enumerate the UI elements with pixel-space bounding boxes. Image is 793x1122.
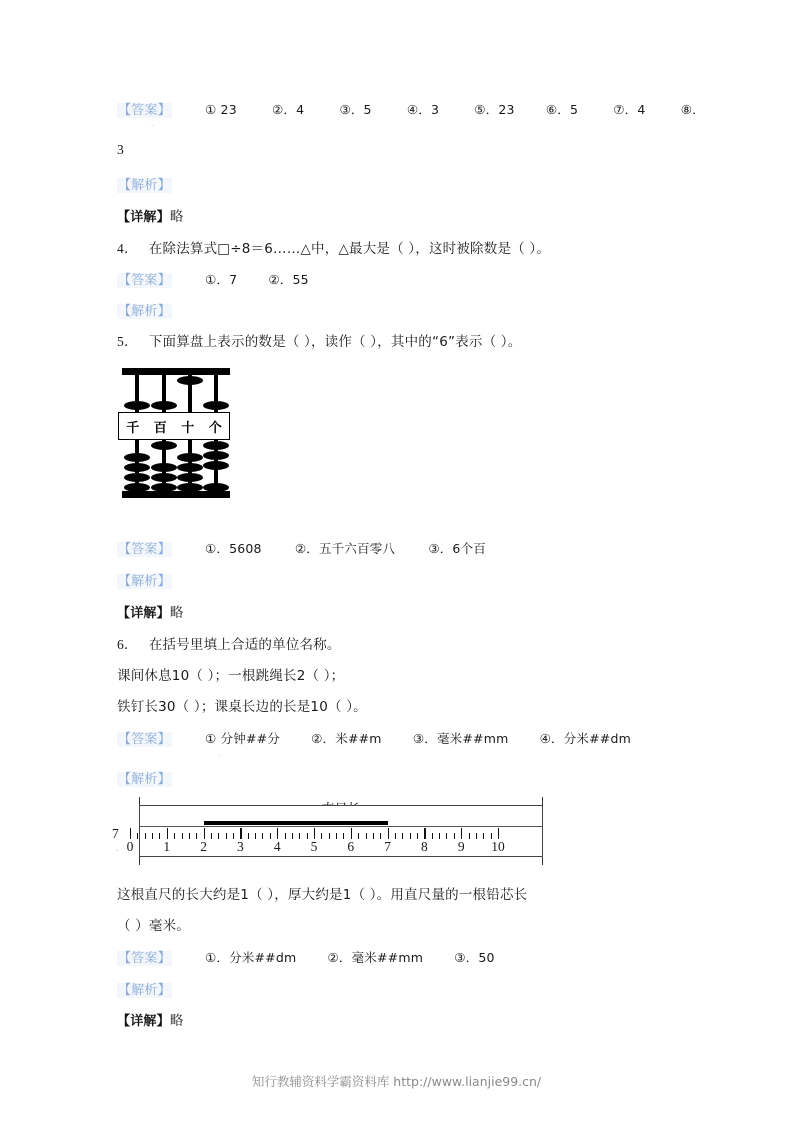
- q4-analysis-row: [117, 302, 172, 321]
- answer-item-1: ①．分米##dm: [204, 950, 297, 965]
- ruler-major-tick: [204, 828, 205, 839]
- ruler-ticks: [112, 827, 516, 839]
- q7-text-line-2: （ ）毫米。: [117, 918, 190, 934]
- abacus-bead-lower-ones-active: [203, 461, 229, 470]
- detail-value: 略: [169, 605, 184, 621]
- ruler-tick-label: 1: [163, 839, 171, 854]
- ruler-major-tick: [461, 828, 462, 839]
- q6-number: 6．: [117, 637, 138, 652]
- ruler-major-tick: [388, 828, 389, 839]
- analysis-label: 【解析】: [118, 178, 171, 193]
- abacus-bead-upper-tens: [177, 376, 203, 385]
- abacus-frame-bottom: [122, 491, 230, 498]
- answer-item-1: ① 分钟##分: [204, 731, 280, 746]
- ruler-major-tick: [130, 828, 131, 839]
- q5-analysis-row: [117, 572, 172, 591]
- abacus-bead-lower-thousands: [124, 483, 150, 492]
- answer-item-3: ③．5: [339, 102, 372, 117]
- answer-label: 【答案】: [118, 273, 171, 288]
- q3-answer-row: [117, 101, 705, 120]
- abacus-bead-lower-hundreds: [151, 463, 177, 472]
- stray-mark: .: [116, 843, 119, 854]
- q6-line-1: 课间休息10（ ）；一根跳绳长2（ ）；: [117, 668, 345, 684]
- answer-item-6: ⑥．5: [545, 102, 579, 117]
- answer-item-2: ②．毫米##mm: [327, 950, 424, 965]
- answer-label: 【答案】: [118, 732, 171, 747]
- analysis-label: 【解析】: [118, 574, 171, 589]
- detail-label: 【详解】: [117, 606, 170, 621]
- abacus-bead-lower-tens: [177, 483, 203, 492]
- answer-item-1: ① 23: [204, 102, 237, 117]
- abacus-bead-lower-hundreds: [151, 473, 177, 482]
- ruler-tick-label: 2: [200, 839, 207, 854]
- answer-item-5: ⑤．23: [474, 102, 515, 117]
- abacus-bead-lower-ones-active: [203, 451, 229, 460]
- q7-answer-row: [117, 949, 495, 968]
- answer-item-3: ③．50: [454, 950, 495, 965]
- q7-number: 7: [112, 826, 119, 841]
- q4-number: 4．: [117, 241, 138, 256]
- abacus-bead-lower-tens: [177, 453, 203, 462]
- abacus-bead-upper-thousands: [124, 401, 150, 410]
- q5-detail-row: [117, 604, 184, 623]
- ruler-tick-label: 8: [421, 839, 428, 854]
- abacus-bead-lower-thousands: [124, 473, 150, 482]
- abacus-bead-lower-ones: [203, 483, 229, 492]
- measured-length-bar: [204, 821, 388, 825]
- ruler-major-tick: [167, 828, 168, 839]
- abacus-figure: [122, 368, 230, 498]
- answer-item-1: ①．5608: [204, 541, 262, 556]
- analysis-label: 【解析】: [118, 304, 171, 319]
- answer-item-2: ②．米##m: [311, 731, 382, 746]
- answer-item-4: ④．3: [406, 102, 440, 117]
- abacus-bead-lower-thousands: [124, 463, 150, 472]
- abacus-bead-upper-hundreds: [151, 401, 177, 410]
- detail-label: 【详解】: [117, 210, 170, 225]
- ruler-major-tick: [424, 828, 425, 839]
- q6-text: 在括号里填上合适的单位名称。: [148, 637, 341, 653]
- ruler-tick-label: 6: [347, 839, 355, 854]
- answer-label: 【答案】: [118, 542, 171, 557]
- q6-line-2: 铁钉长30（ ）；课桌长边的长是10（ ）。: [117, 699, 367, 715]
- q7-analysis-row: [117, 981, 172, 1000]
- abacus-place-hundreds: 百: [153, 420, 167, 436]
- detail-value: 略: [169, 1013, 184, 1029]
- answer-item-3: ③．6个百: [428, 541, 486, 556]
- analysis-label: 【解析】: [118, 983, 171, 998]
- abacus-bead-lower-thousands: [124, 453, 150, 462]
- stray-mark: .: [218, 748, 221, 758]
- detail-label: 【详解】: [117, 1014, 170, 1029]
- q6-answer-row: [117, 730, 631, 749]
- abacus-bead-lower-tens: [177, 463, 203, 472]
- question-5: [117, 333, 521, 351]
- question-4: [117, 240, 550, 258]
- q4-text: 在除法算式□÷8＝6……△中，△最大是（ ），这时被除数是（ ）。: [148, 241, 551, 257]
- answer-item-2: ②．4: [272, 102, 305, 117]
- answer-label: 【答案】: [118, 951, 171, 966]
- ruler-tick-label: 10: [491, 839, 505, 854]
- q7-detail-row: [117, 1012, 184, 1031]
- ruler-tick-label: 3: [237, 839, 244, 854]
- q6-analysis-row: [117, 770, 172, 789]
- q4-answer-row: [117, 271, 309, 290]
- q5-number: 5．: [117, 334, 138, 349]
- abacus-beam: [118, 412, 230, 440]
- ruler-major-tick: [498, 828, 499, 839]
- stray-mark: .: [151, 118, 154, 128]
- detail-value: 略: [169, 209, 184, 225]
- abacus-place-tens: 十: [181, 420, 195, 436]
- answer-item-4: ④．分米##dm: [539, 731, 631, 746]
- abacus-place-thousands: 千: [126, 420, 140, 436]
- answer-item-1: ①．7: [204, 272, 238, 287]
- ruler-tick-label: 9: [457, 839, 465, 854]
- q3-analysis-row: [117, 176, 172, 195]
- ruler-tick-label: 5: [310, 839, 318, 854]
- q5-text: 下面算盘上表示的数是（ ），读作（ ），其中的“6”表示（ ）。: [148, 334, 522, 350]
- abacus-bead-lower-tens: [177, 473, 203, 482]
- answer-item-2: ②．55: [268, 272, 309, 287]
- abacus-bead-lower-ones-active: [203, 441, 229, 450]
- q7-text-line-1: 这根直尺的长大约是1（ ），厚大约是1（ ）。用直尺量的一根铅芯长: [117, 887, 528, 903]
- ruler-tick-label: 0: [126, 839, 134, 854]
- q3-detail-row: [117, 208, 184, 227]
- ruler-major-tick: [240, 828, 241, 839]
- ruler-major-tick: [351, 828, 352, 839]
- ruler-tick-label: 7: [384, 839, 391, 854]
- ruler-tick-label: 4: [273, 839, 281, 854]
- q5-answer-row: [117, 540, 486, 559]
- abacus-bead-upper-ones: [203, 401, 229, 410]
- answer-item-2: ②．五千六百零八: [294, 541, 396, 556]
- abacus-bead-lower-hundreds: [151, 483, 177, 492]
- ruler-major-tick: [314, 828, 315, 839]
- answer-item-7: ⑦．4: [613, 102, 646, 117]
- abacus-bead-lower-hundreds-active: [151, 441, 177, 450]
- footer-watermark: 知行教辅资料学霸资料库 http://www.lianjie99.cn/: [251, 1074, 542, 1089]
- analysis-label: 【解析】: [118, 772, 171, 787]
- answer-item-8: ⑧．: [680, 102, 705, 117]
- answer-label: 【答案】: [118, 103, 171, 118]
- ruler-major-tick: [277, 828, 278, 839]
- ruler-figure: [112, 797, 544, 865]
- abacus-place-ones: 个: [208, 420, 222, 436]
- q3-answer-wrap: 3: [117, 142, 124, 157]
- question-6: [117, 636, 341, 654]
- ruler-tick-labels: [112, 839, 516, 857]
- answer-item-3: ③．毫米##mm: [412, 731, 509, 746]
